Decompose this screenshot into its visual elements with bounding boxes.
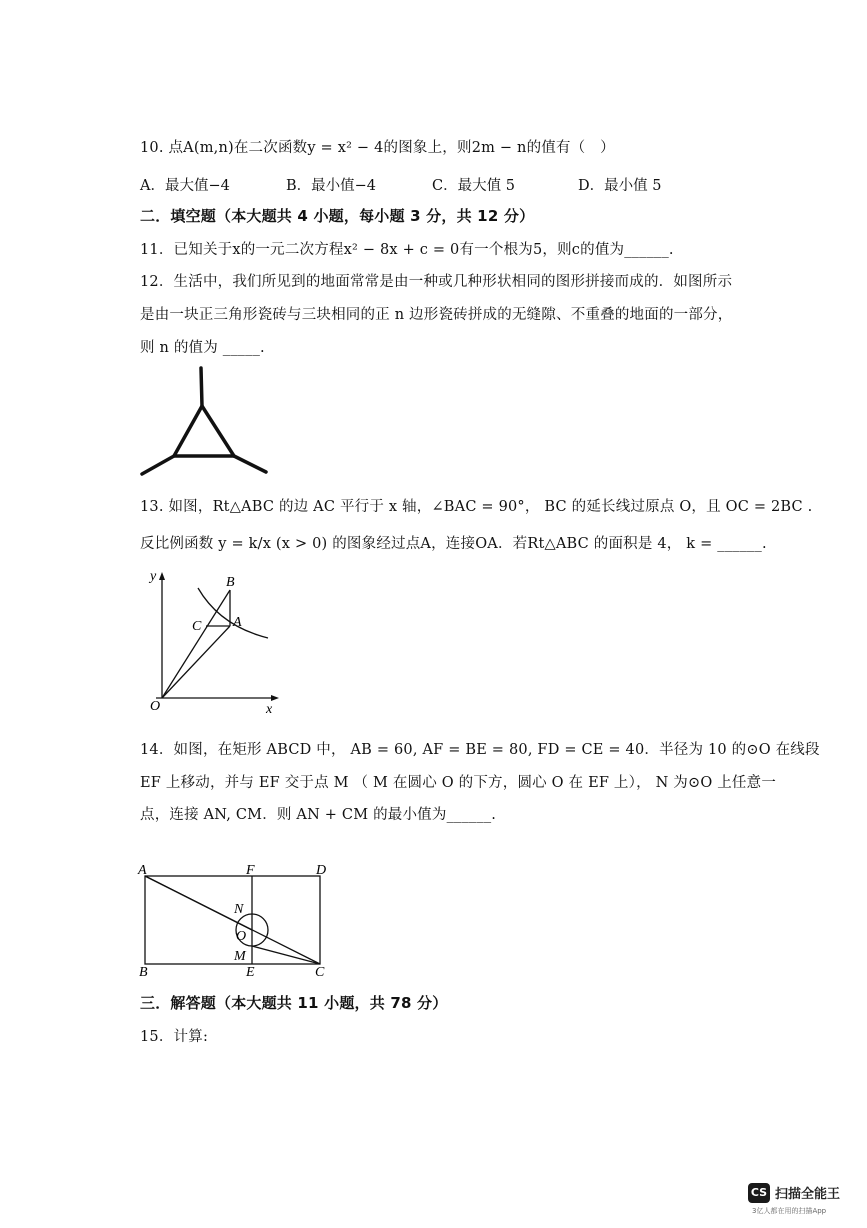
q10-option-a: A．最大值−4 bbox=[140, 178, 230, 194]
q13-label-a: A bbox=[233, 615, 242, 630]
camscanner-app-name: 扫描全能王 bbox=[775, 1187, 841, 1202]
q12-line-1: 12．生活中，我们所见到的地面常常是由一种或几种形状相同的图形拼接而成的．如图所示 bbox=[140, 274, 733, 290]
q13-line-1: 13. 如图，Rt△ABC 的边 AC 平行于 x 轴，∠BAC = 90°， BC 的延长线过原点 O，且 OC = 2BC . bbox=[140, 499, 813, 515]
q12-line-2: 是由一块正三角形瓷砖与三块相同的正 n 边形瓷砖拼成的无缝隙、不重叠的地面的一部分， bbox=[140, 307, 733, 323]
q15-text: 15．计算: bbox=[140, 1029, 209, 1045]
q14-label-a: A bbox=[138, 863, 147, 878]
q14-label-o: O bbox=[236, 929, 247, 944]
section-3-heading: 三．解答题（本大题共 11 小题，共 78 分） bbox=[140, 994, 448, 1012]
q13-label-c: C bbox=[192, 619, 202, 634]
q11-text: 11．已知关于x的一元二次方程x² − 8x + c = 0有一个根为5，则c的值为______. bbox=[140, 242, 674, 258]
q13-figure bbox=[140, 570, 290, 720]
q14-label-f: F bbox=[246, 863, 255, 878]
q14-line-2: EF 上移动，并与 EF 交于点 M （ M 在圆心 O 的下方，圆心 O 在 EF 上）， N 为⊙O 上任意一 bbox=[140, 775, 777, 791]
q13-label-y: y bbox=[150, 569, 157, 584]
q12-line-3: 则 n 的值为 _____. bbox=[140, 340, 265, 356]
camscanner-watermark bbox=[748, 1180, 858, 1220]
q14-rectangle-figure bbox=[135, 858, 335, 978]
q13-line-2: 反比例函数 y = k/x (x > 0) 的图象经过点A，连接OA．若Rt△ABC 的面积是 4， k = ______. bbox=[140, 536, 767, 552]
q13-label-x: x bbox=[266, 702, 273, 717]
q14-label-m: M bbox=[234, 949, 246, 964]
q10-option-d: D．最小值 5 bbox=[578, 178, 662, 194]
q10-text: 10. 点A(m,n)在二次函数y = x² − 4的图象上，则2m − n的值有（ ） bbox=[140, 140, 615, 156]
camscanner-logo-icon: CS bbox=[748, 1183, 770, 1203]
q10-option-b: B．最小值−4 bbox=[286, 178, 377, 194]
q14-label-b: B bbox=[139, 965, 148, 980]
q12-tiling-figure bbox=[138, 368, 278, 483]
camscanner-tagline: 3亿人都在用的扫描App bbox=[752, 1207, 827, 1215]
q14-label-e: E bbox=[246, 965, 255, 980]
q14-line-1: 14．如图，在矩形 ABCD 中， AB = 60, AF = BE = 80, FD = CE = 40．半径为 10 的⊙O 在线段 bbox=[140, 742, 820, 758]
q14-label-c: C bbox=[315, 965, 325, 980]
q13-label-b: B bbox=[226, 575, 235, 590]
q10-option-c: C．最大值 5 bbox=[432, 178, 515, 194]
section-2-heading: 二．填空题（本大题共 4 小题，每小题 3 分，共 12 分） bbox=[140, 207, 535, 225]
q14-label-n: N bbox=[234, 902, 244, 917]
q13-label-o: O bbox=[150, 699, 161, 714]
q14-label-d: D bbox=[316, 863, 327, 878]
q14-line-3: 点，连接 AN, CM．则 AN + CM 的最小值为______. bbox=[140, 807, 497, 823]
